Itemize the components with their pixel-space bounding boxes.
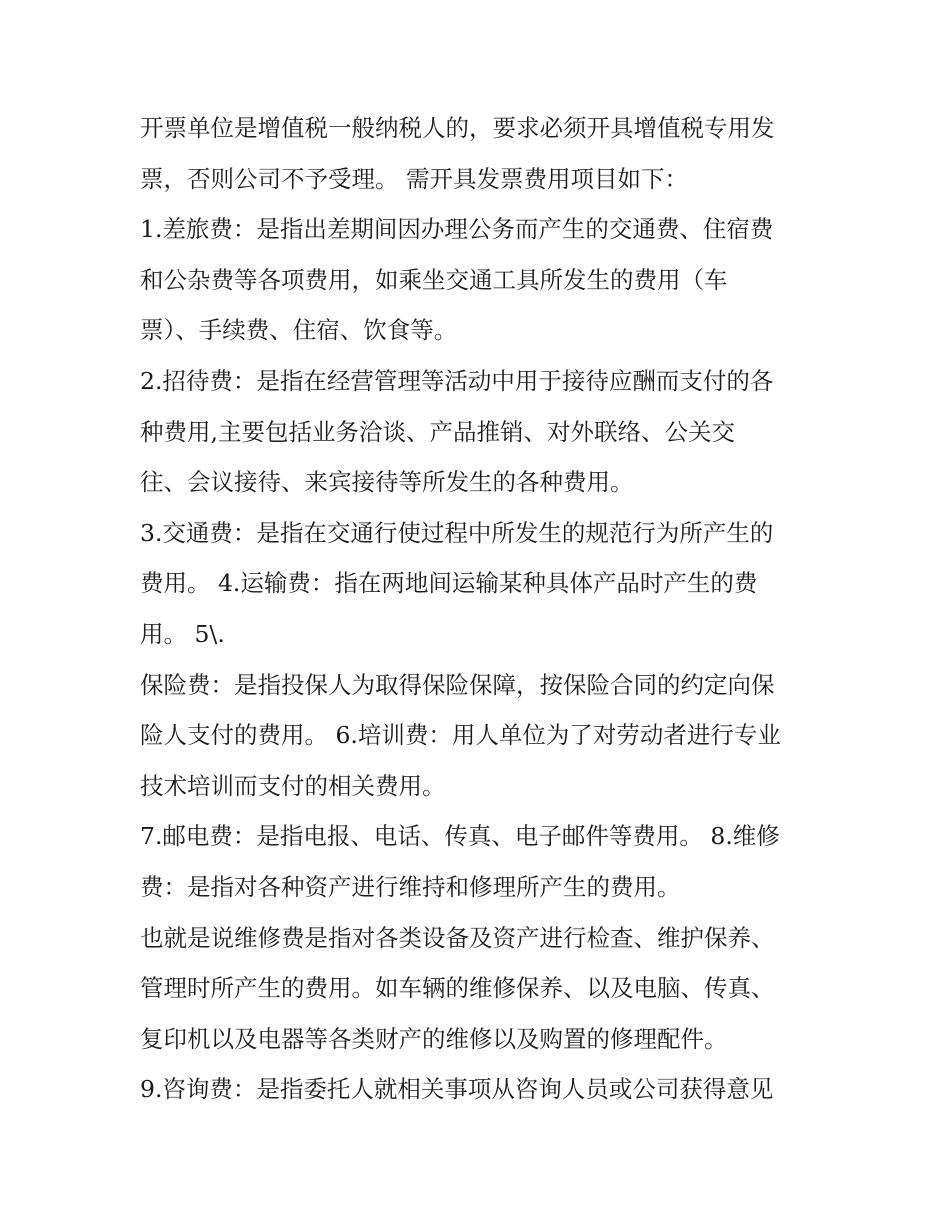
- text-line: 种费用,主要包括业务洽谈、产品推销、对外联络、公关交: [140, 417, 735, 446]
- text-line: 费：是指对各种资产进行维持和修理所产生的费用。: [140, 872, 681, 901]
- text-line: 保险费：是指投保人为取得保险保障，按保险合同的约定向保: [140, 670, 775, 699]
- text-line: 也就是说维修费是指对各类设备及资产进行检查、维护保养、: [140, 923, 775, 952]
- body-text: [140, 103, 840, 1115]
- text-line: 用。 5\.: [140, 619, 225, 648]
- text-line: 险人支付的费用。 6.培训费：用人单位为了对劳动者进行专业: [140, 721, 781, 750]
- text-line: 管理时所产生的费用。如车辆的维修保养、以及电脑、传真、: [140, 974, 775, 1003]
- text-line: 3.交通费：是指在交通行使过程中所发生的规范行为所产生的: [140, 518, 774, 547]
- text-line: 和公杂费等各项费用，如乘坐交通工具所发生的费用（车: [140, 265, 728, 294]
- text-line: 开票单位是增值税一般纳税人的，要求必须开具增值税专用发: [140, 114, 775, 142]
- text-line: 复印机以及电器等各类财产的维修以及购置的修理配件。: [140, 1024, 728, 1053]
- text-line: 2.招待费：是指在经营管理等活动中用于接待应酬而支付的各: [140, 366, 774, 395]
- text-line: 9.咨询费：是指委托人就相关事项从咨询人员或公司获得意见: [140, 1075, 774, 1104]
- text-line: 票）、手续费、住宿、饮食等。: [140, 316, 458, 345]
- text-line: 7.邮电费：是指电报、电话、传真、电子邮件等费用。 8.维修: [140, 822, 780, 851]
- text-line: 技术培训而支付的相关费用。: [140, 771, 446, 800]
- text-line: 往、会议接待、来宾接待等所发生的各种费用。: [140, 468, 634, 497]
- text-line: 1.差旅费：是指出差期间因办理公务而产生的交通费、住宿费: [140, 215, 774, 244]
- text-line: 费用。 4.运输费：指在两地间运输某种具体产品时产生的费: [140, 569, 758, 598]
- text-line: 票，否则公司不予受理。 需开具发票费用项目如下：: [140, 164, 688, 193]
